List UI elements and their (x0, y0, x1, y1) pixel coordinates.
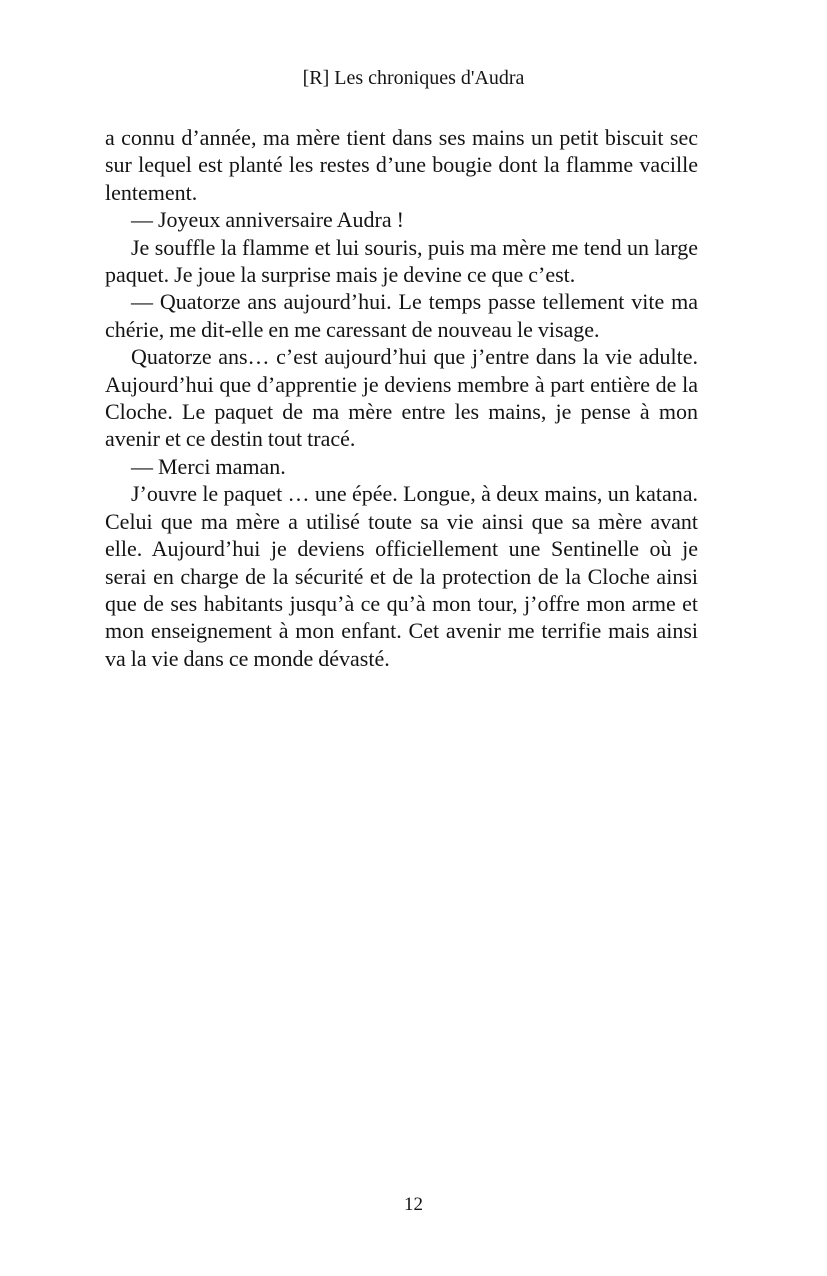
body-text (105, 124, 698, 672)
paragraph: J’ouvre le paquet … une épée. Longue, à deux mains, un katana. Celui que ma mère a utilisé toute sa vie ainsi que sa mère avant elle. Aujourd’hui je deviens officiellement une Sentinelle où je serai en charge de la sécurité et de la protection de la Cloche ainsi que de ses habitants jusqu’à ce qu’à mon tour, j’offre mon arme et mon enseignement à mon enfant. Cet avenir me terrifie mais ainsi va la vie dans ce monde dévasté. (105, 481, 698, 671)
dialogue-line: — Joyeux anniversaire Audra ! (131, 207, 404, 233)
paragraph-continuation: a connu d’année, ma mère tient dans ses mains un petit biscuit sec sur lequel est planté les restes d’une bougie dont la flamme vacille lentement. (105, 125, 698, 205)
running-header: [R] Les chroniques d'Audra (302, 67, 525, 89)
dialogue-line: — Merci maman. (131, 453, 286, 479)
dialogue-line: — Quatorze ans aujourd’hui. Le temps passe tellement vite ma chérie, me dit-elle en me caressant de nouveau le visage. (105, 289, 698, 342)
paragraph: Je souffle la flamme et lui souris, puis ma mère me tend un large paquet. Je joue la surprise mais je devine ce que c’est. (105, 234, 698, 288)
page-number: 12 (404, 1194, 423, 1215)
paragraph: Quatorze ans… c’est aujourd’hui que j’entre dans la vie adulte. Aujourd’hui que d’apprentie je deviens membre à part entière de la Cloche. Le paquet de ma mère entre les mains, je pense à mon avenir et ce destin tout tracé. (105, 344, 698, 452)
